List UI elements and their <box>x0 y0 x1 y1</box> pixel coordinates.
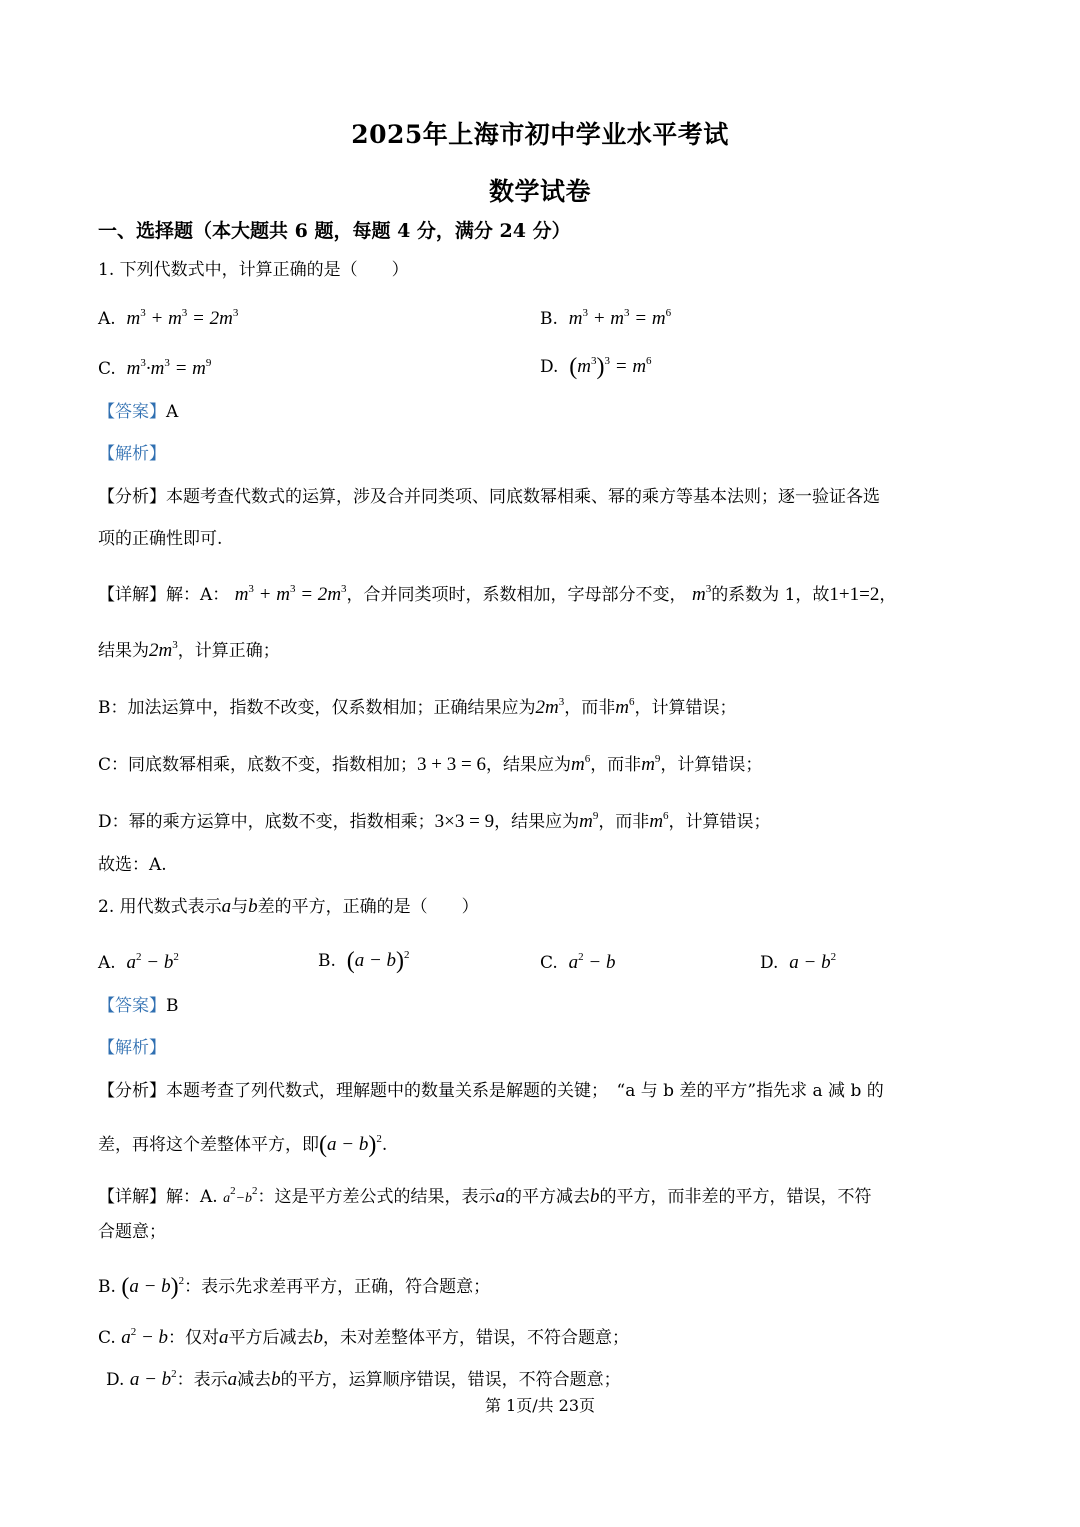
text-span: ，计算错误； <box>668 812 771 832</box>
text-span: C. <box>98 1328 116 1348</box>
answer-value: A <box>166 402 179 422</box>
q2-detail-c <box>98 1321 629 1349</box>
math-expression: $m^6$ <box>649 810 669 832</box>
option-label: B. <box>318 951 336 971</box>
math-expression: $a^2 - b$ <box>121 1326 169 1348</box>
text-span: B. <box>98 1277 116 1297</box>
text-span: 的系数为 1，故 <box>711 585 830 605</box>
math-var-b: b <box>248 896 258 917</box>
math-expression: $m^3 + m^3 = 2m^3$ <box>126 307 239 329</box>
q1-detail-b <box>98 691 736 719</box>
text-span: C：同底数幂相乘，底数不变，指数相加； <box>98 755 418 775</box>
xiangjie-tag: 【详解】 <box>98 585 166 605</box>
option-label: C. <box>540 953 558 973</box>
math-expression: $(a - b)^2$ <box>121 1274 185 1300</box>
text-span: ，合并同类项时，系数相加，字母部分不变， <box>346 585 687 605</box>
text-span: ：表示 <box>176 1370 228 1390</box>
text-span: ，计算正确； <box>177 641 280 661</box>
fenxi-text: 本题考查了列代数式，理解题中的数量关系是解题的关键； “a 与 b 差的平方”指先求 a 减 b 的 <box>166 1081 884 1101</box>
math-var-b: b <box>271 1369 281 1390</box>
text-span: D. <box>106 1370 125 1390</box>
q1-stem: 1. 下列代数式中，计算正确的是（ ） <box>98 260 409 280</box>
text-span: 的平方，运算顺序错误，错误，不符合题意； <box>280 1370 621 1390</box>
q2-answer <box>98 995 179 1017</box>
math-expression: 1+1=2 <box>829 584 880 605</box>
math-expression: $a^2 - b$ <box>568 951 616 973</box>
text-span: ：仅对 <box>168 1328 220 1348</box>
q2-detail-a-line1 <box>98 1180 872 1210</box>
q1-fenxi-line1 <box>98 486 880 508</box>
q1-fenxi-line2: 项的正确性即可. <box>98 529 223 549</box>
math-expression: $m^3$ <box>691 583 712 605</box>
math-expression: 3×3 = 9 <box>434 811 495 832</box>
q2-detail-b <box>98 1270 490 1298</box>
answer-value: B <box>166 996 179 1016</box>
section-heading: 一、选择题（本大题共 6 题，每题 4 分，满分 24 分） <box>98 220 571 242</box>
q2-stem <box>98 896 479 918</box>
text-span: 平方后减去 <box>228 1328 314 1348</box>
text-span: ：这是平方差公式的结果，表示 <box>257 1187 496 1207</box>
math-expression: $(a - b)^2$ <box>319 1132 382 1158</box>
text-span: 结果为 <box>98 641 149 661</box>
math-var-a: a <box>227 1369 238 1390</box>
text-span: 差的平方，正确的是（ ） <box>257 897 479 917</box>
text-span: 差，再将这个差整体平方，即 <box>98 1135 319 1155</box>
answer-tag: 【答案】 <box>98 402 166 422</box>
exam-subtitle: 数学试卷 <box>488 177 591 206</box>
answer-tag: 【答案】 <box>98 996 166 1016</box>
math-expression: $a - b^2$ <box>129 1368 177 1390</box>
math-expression: $2m^3$ <box>535 696 565 718</box>
option-label: D. <box>540 357 559 377</box>
text-span: ，计算错误； <box>660 755 763 775</box>
q2-fenxi-line2: 差，再将这个差整体平方，即$(a - b)^2$. <box>98 1132 388 1158</box>
text-span: 2. 用代数式表示 <box>98 897 222 917</box>
text-span: 与 <box>231 897 249 917</box>
math-var-a: a <box>219 1327 229 1348</box>
text-span: 的平方减去 <box>505 1187 591 1207</box>
option-label: D. <box>760 953 779 973</box>
q2-option-c <box>540 946 615 974</box>
math-expression: $m^6$ <box>615 696 635 718</box>
text-span: ，结果应为 <box>494 812 580 832</box>
math-var-b: b <box>590 1186 600 1207</box>
q2-detail-a-line2: 合题意； <box>98 1222 166 1242</box>
page-number-footer: 第 1页/共 23页 <box>484 1396 596 1415</box>
text-span: ：表示先求差再平方，正确，符合题意； <box>184 1277 491 1297</box>
exam-title: 2025年上海市初中学业水平考试 <box>351 120 729 149</box>
math-var-b: b <box>313 1327 324 1348</box>
q1-option-c <box>98 352 211 380</box>
option-label: C. <box>98 359 116 379</box>
text-span: ，结果应为 <box>485 755 571 775</box>
q1-detail-c <box>98 748 762 776</box>
math-expression: 3 + 3 = 6 <box>417 754 486 775</box>
math-var-a: a <box>221 896 232 917</box>
q1-conclusion: 故选：A. <box>98 855 167 875</box>
math-expression: $2m^3$ <box>149 639 178 661</box>
q1-answer <box>98 401 178 423</box>
option-label: A. <box>98 309 116 329</box>
text-span: 的平方，而非差的平方，错误，不符 <box>599 1187 872 1207</box>
math-expression: $m^9$ <box>579 810 599 832</box>
math-expression: $m^3 + m^3 = 2m^3$ <box>234 583 347 605</box>
q1-detail-a-line1: 【详解】解：A： $m^3 + m^3 = 2m^3$，合并同类项时，系数相加，字母部分不变， $m^3$的系数为 1，故1+1=2， <box>98 583 897 605</box>
math-expression: $a - b^2$ <box>789 951 837 973</box>
math-expression: $m^3 + m^3 = m^6$ <box>568 307 672 329</box>
math-expression: $a^2 - b^2$ <box>126 951 179 973</box>
text-span: 减去 <box>237 1370 272 1390</box>
option-label: B. <box>540 309 558 329</box>
text-span: B：加法运算中，指数不改变，仅系数相加；正确结果应为 <box>98 698 536 718</box>
math-expression: $a^2-b^2$ <box>223 1185 258 1206</box>
fenxi-text: 本题考查代数式的运算，涉及合并同类项、同底数幂相乘、幂的乘方等基本法则；逐一验证各选 <box>166 487 880 507</box>
fenxi-tag: 【分析】 <box>98 487 166 507</box>
text-span: ，计算错误； <box>634 698 737 718</box>
q1-detail-a-line2 <box>98 634 280 662</box>
q2-option-a <box>98 946 179 974</box>
text-span: D：幂的乘方运算中，底数不变，指数相乘； <box>98 812 435 832</box>
math-var-a: a <box>495 1186 506 1207</box>
text-span: ，未对差整体平方，错误，不符合题意； <box>323 1328 630 1348</box>
text-span: ，而非 <box>598 812 650 832</box>
text-span: ，而非 <box>590 755 642 775</box>
q1-option-b <box>540 302 671 330</box>
text-span: ，而非 <box>564 698 616 718</box>
q1-option-a <box>98 302 238 330</box>
math-expression: $m^3\cdot m^3 = m^9$ <box>126 357 212 379</box>
text-span: 解：A. <box>166 1187 218 1207</box>
q1-detail-d <box>98 805 771 833</box>
text-span: 解：A： <box>166 585 230 605</box>
q1-analysis-tag: 【解析】 <box>98 444 166 464</box>
math-expression: $(m^3)^3 = m^6$ <box>569 354 652 380</box>
xiangjie-tag: 【详解】 <box>98 1187 166 1207</box>
math-expression: $m^6$ <box>570 753 591 775</box>
fenxi-tag: 【分析】 <box>98 1081 166 1101</box>
q2-fenxi-line1 <box>98 1080 884 1102</box>
q2-option-d <box>760 946 836 974</box>
math-expression: $m^9$ <box>641 753 661 775</box>
q2-option-b <box>318 944 410 972</box>
q1-option-d <box>540 350 652 378</box>
math-expression: $(a - b)^2$ <box>346 948 410 974</box>
option-label: A. <box>98 953 116 973</box>
q2-analysis-tag: 【解析】 <box>98 1038 166 1058</box>
q2-detail-d <box>106 1363 621 1391</box>
